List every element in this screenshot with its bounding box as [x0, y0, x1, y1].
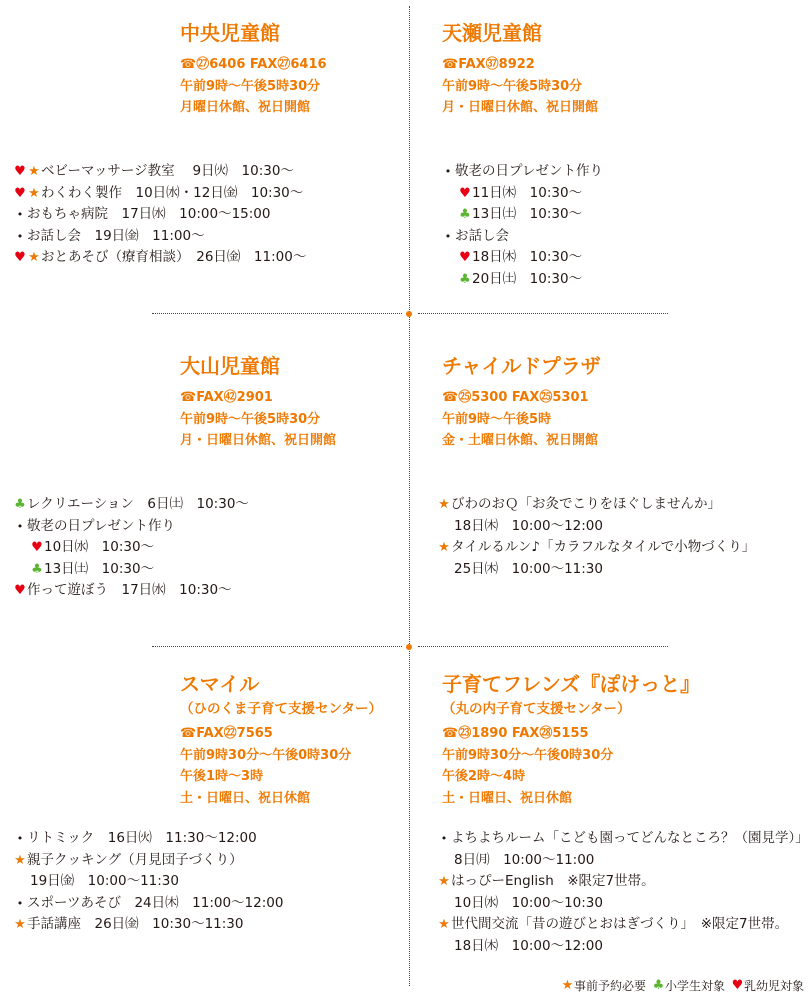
heart-icon: ♥ — [731, 978, 744, 993]
event-text: おもちゃ病院 17日㈬ 10:00～15:00 — [27, 206, 271, 222]
event-text: 13日㈯ 10:30～ — [44, 560, 155, 577]
event-row — [441, 247, 603, 269]
legend-label: 乳幼児対象 — [743, 979, 804, 993]
event-text: 20日㈯ 10:30～ — [472, 270, 583, 287]
event-row — [437, 850, 809, 872]
event-row — [13, 226, 306, 248]
bullet-icon: • — [16, 208, 24, 221]
event-row — [437, 828, 809, 850]
contact-line: ☎FAX㊲8922 — [442, 57, 535, 72]
event-text: 親子クッキング（月見団子づくり） — [27, 851, 243, 868]
event-row — [13, 537, 249, 559]
heart-icon: ♥ — [14, 583, 26, 598]
clover-icon: ♣ — [652, 978, 665, 993]
event-text: 13日㈯ 10:30～ — [472, 206, 583, 222]
event-row — [13, 516, 249, 538]
clover-icon: ♣ — [31, 561, 43, 577]
event-list — [437, 494, 755, 580]
closed-line: 月・日曜日休館、祝日開館 — [442, 100, 599, 115]
legend-item-heart — [731, 978, 804, 994]
legend — [555, 978, 804, 994]
star-icon: ★ — [14, 852, 26, 868]
event-text: 11日㈭ 10:30～ — [472, 184, 583, 201]
hours-line: 午後2時～4時 — [442, 769, 526, 784]
legend-label: 小学生対象 — [664, 979, 725, 993]
hours-line: 午前9時30分～午後0時30分 — [442, 747, 614, 763]
event-text: わくわく製作 10日㈬・12日㈮ 10:30～ — [41, 184, 304, 201]
event-row — [13, 204, 306, 226]
star-icon: ★ — [438, 917, 450, 932]
center-header — [442, 20, 598, 119]
bullet-icon: • — [440, 832, 448, 845]
event-text: スポーツあそび 24日㈭ 11:00～12:00 — [27, 894, 284, 911]
star-icon: ★ — [28, 250, 40, 265]
hours-line: 午前9時～午後5時30分 — [180, 78, 321, 94]
event-row — [13, 828, 283, 850]
contact-line: ☎㉓1890 FAX㉘5155 — [442, 726, 589, 741]
center-title: 大山児童館 — [180, 354, 280, 378]
divider-dot — [406, 644, 412, 650]
center-title: 子育てフレンズ『ぽけっと』 — [442, 672, 701, 696]
heart-icon: ♥ — [459, 185, 471, 201]
event-list — [13, 494, 249, 602]
event-list — [437, 828, 809, 957]
hours-line: 午前9時～午後5時 — [442, 411, 552, 427]
event-text: 敬老の日プレゼント作り — [455, 163, 603, 179]
star-icon: ★ — [28, 164, 40, 179]
event-row — [13, 183, 306, 205]
event-text: 18日㈭ 10:00～12:00 — [454, 937, 603, 954]
closed-line: 月・日曜日休館、祝日開館 — [180, 433, 337, 448]
center-title: 中央児童館 — [180, 21, 280, 45]
heart-icon: ♥ — [31, 540, 43, 555]
event-text: 10日㈬ 10:30～ — [44, 539, 155, 555]
star-icon: ★ — [438, 874, 450, 889]
event-text: 8日㈪ 10:00～11:00 — [454, 851, 595, 868]
star-icon: ★ — [561, 978, 574, 993]
event-text: よちよちルーム「こども園ってどんなところ？（園見学）」 — [451, 830, 809, 846]
heart-icon: ♥ — [459, 250, 471, 265]
legend-item-star — [561, 978, 646, 994]
heart-icon: ♥ — [14, 185, 26, 201]
center-header — [442, 671, 700, 809]
contact-line: ☎㉕5300 FAX㉕5301 — [442, 390, 589, 405]
closed-line: 土・日曜日、祝日休館 — [180, 790, 311, 806]
bullet-icon: • — [444, 165, 452, 178]
divider-dot — [406, 311, 412, 317]
event-text: びわのおＱ「お灸でこりをほぐしませんか」 — [451, 496, 721, 512]
clover-icon: ♣ — [459, 271, 471, 287]
vertical-divider — [409, 6, 410, 986]
event-row — [441, 183, 603, 205]
event-text: はっぴーEnglish ※限定7世帯。 — [451, 873, 655, 889]
event-text: お話し会 19日㈮ 11:00～ — [27, 227, 205, 244]
star-icon: ★ — [14, 917, 26, 932]
closed-line: 金・土曜日休館、祝日開館 — [442, 433, 599, 448]
clover-icon: ♣ — [14, 497, 26, 512]
closed-line: 土・日曜日、祝日休館 — [442, 790, 573, 806]
event-text: 手話講座 26日㈮ 10:30～11:30 — [27, 916, 244, 932]
event-row — [441, 161, 603, 183]
event-row — [13, 559, 249, 581]
center-header — [180, 20, 327, 119]
event-row — [13, 580, 249, 602]
event-row — [13, 893, 283, 915]
hours-line: 午前9時～午後5時30分 — [442, 78, 583, 94]
hours-line: 午前9時30分～午後0時30分 — [180, 747, 352, 763]
center-title: 天瀬児童館 — [442, 21, 542, 45]
event-row — [13, 871, 283, 893]
center-subtitle: （ひのくま子育て支援センター） — [180, 701, 382, 717]
bullet-icon: • — [444, 229, 452, 243]
horizontal-divider-1-right — [418, 313, 668, 314]
bullet-icon: • — [16, 519, 24, 533]
event-row — [437, 914, 809, 936]
legend-label: 事前予約必要 — [573, 979, 646, 993]
star-icon: ★ — [28, 185, 40, 201]
event-row — [13, 914, 283, 936]
event-row — [13, 247, 306, 269]
event-text: 18日㈭ 10:00～12:00 — [454, 517, 603, 534]
event-text: 世代間交流「昔の遊びとおはぎづくり」 ※限定7世帯。 — [451, 916, 789, 932]
bullet-icon: • — [16, 896, 24, 910]
horizontal-divider-2-right — [418, 646, 668, 647]
contact-line: ☎FAX㉒7565 — [180, 726, 273, 741]
center-title: スマイル — [180, 672, 260, 696]
contact-line: ☎㉗6406 FAX㉗6416 — [180, 57, 327, 72]
clover-icon: ♣ — [459, 207, 471, 222]
event-row — [441, 269, 603, 291]
event-row — [437, 871, 809, 893]
bullet-icon: • — [16, 229, 24, 243]
horizontal-divider-2-left — [152, 646, 402, 647]
event-list — [13, 161, 306, 269]
horizontal-divider-1-left — [152, 313, 402, 314]
event-row — [437, 494, 755, 516]
center-header — [180, 671, 382, 809]
contact-line: ☎FAX㊷2901 — [180, 390, 273, 405]
event-text: 10日㈬ 10:00～10:30 — [454, 894, 603, 911]
center-header — [442, 353, 601, 452]
event-text: 敬老の日プレゼント作り — [27, 517, 175, 534]
event-row — [437, 893, 809, 915]
event-list — [441, 161, 603, 290]
event-text: レクリエーション 6日㈯ 10:30～ — [27, 496, 249, 512]
closed-line: 月曜日休館、祝日開館 — [180, 100, 311, 115]
event-text: ベビーマッサージ教室 9日㈫ 10:30～ — [41, 163, 294, 179]
star-icon: ★ — [438, 497, 450, 512]
event-row — [13, 161, 306, 183]
event-text: 25日㈭ 10:00～11:30 — [454, 560, 603, 577]
event-text: タイルるルン♪「カラフルなタイルで小物づくり」 — [451, 539, 756, 555]
center-subtitle: （丸の内子育て支援センター） — [442, 701, 631, 717]
event-row — [441, 226, 603, 248]
event-text: 19日㈮ 10:00～11:30 — [30, 873, 179, 889]
event-row — [13, 850, 283, 872]
event-row — [437, 936, 809, 958]
event-row — [13, 494, 249, 516]
event-text: リトミック 16日㈫ 11:30～12:00 — [27, 830, 257, 846]
event-text: 作って遊ぼう 17日㈬ 10:30～ — [27, 582, 232, 598]
bullet-icon: • — [16, 832, 24, 845]
event-text: 18日㈭ 10:30～ — [472, 249, 583, 265]
star-icon: ★ — [438, 540, 450, 555]
event-row — [441, 204, 603, 226]
event-text: おとあそび（療育相談） 26日㈮ 11:00～ — [41, 249, 307, 265]
event-row — [437, 559, 755, 581]
hours-line: 午前9時～午後5時30分 — [180, 411, 321, 427]
legend-item-clover — [652, 978, 725, 994]
center-title: チャイルドプラザ — [442, 354, 601, 378]
heart-icon: ♥ — [14, 250, 26, 265]
hours-line: 午後1時～3時 — [180, 769, 264, 784]
event-list — [13, 828, 283, 936]
event-row — [437, 516, 755, 538]
event-text: お話し会 — [455, 227, 509, 244]
event-row — [437, 537, 755, 559]
heart-icon: ♥ — [14, 164, 26, 179]
center-header — [180, 353, 336, 452]
